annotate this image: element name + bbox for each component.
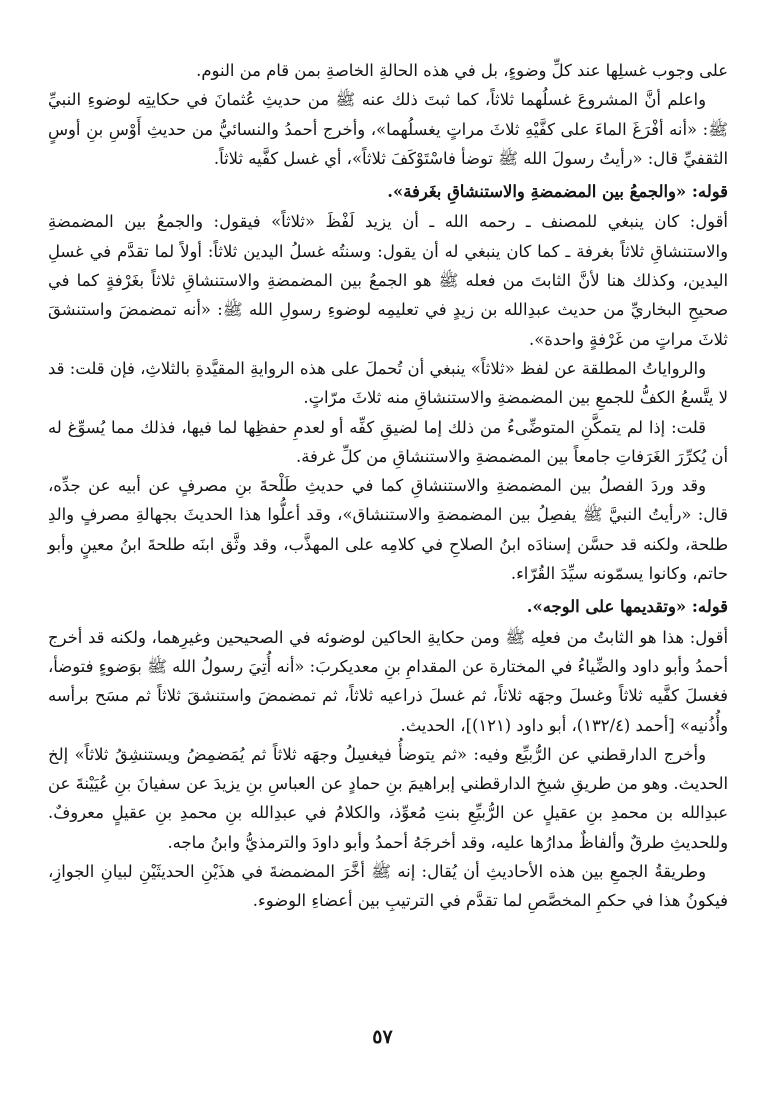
paragraph-8: وأخرج الدارقطني عن الرُّبيِّع وفيه: «ثم يتوضأُ فيغسِلُ وجهَه ثلاثاً ثم يُمَضمِضُ ويستنشِقُ ثلاثاً» إلخ الحديث. وهو من طريقِ شيخِ الدارقطني إبراهيمَ بنِ حمادٍ عن العباسِ بنِ يزيدَ عن سفيانَ بنِ عُيَيْنةَ عن عبدِالله بن محمدِ بنِ عقيلٍ عن الرُّبيِّعِ بنتِ مُعوِّذ، والكلامُ في عبدِالله بنِ محمدِ بنِ عقيلٍ معروفٌ. وللحديثِ طرقٌ وألفاظٌ مدارُها عليه، وقد أخرجَهُ أحمدُ وأبو داودَ والترمذيُّ وابنُ ماجه. (48, 744, 728, 852)
paragraph-6: وقد وردَ الفصلُ بين المضمضةِ والاستنشاقِ كما في حديثِ طَلْحةَ بنِ مصرفٍ عن أبيه عن جدِّه، قال: «رأيتُ النبيَّ ﷺ يفصِلُ بين المضمضةِ والاستنشاق»، وقد أعلُّوا هذا الحديثَ بجهالةِ مصرفٍ والدِ طلحة، ولكنه قد حسَّن إسنادَه ابنُ الصلاحِ في كلامِه على المهذَّب، وقد وثَّق ابنَه طلحةَ ابنُ معينٍ وأبو حاتم، وكانوا يسمّونه سيِّدَ القُرّاء. (48, 476, 728, 584)
page-body (48, 56, 728, 916)
paragraph-4: والرواياتُ المطلقة عن لفظ «ثلاثاً» ينبغي أن تُحملَ على هذه الروايةِ المقيَّدةِ بالثلاثِ، فإن قلت: قد لا يتَّسعُ الكفُّ للجمعِ بين المضمضةِ والاستنشاقِ منه ثلاثَ مرّاتٍ. (48, 358, 728, 408)
paragraph-5: قلت: إذا لم يتمكَّنِ المتوضِّىءُ من ذلك إما لضيقِ كفِّه أو لعدمِ حفظِها لما فيها، فذلك مما يُسوِّغ له أن يُكرِّرَ الغَرَفاتِ جامعاً بين المضمضةِ والاستنشاقِ من كلِّ غرفة. (48, 417, 728, 466)
paragraph-7: أقول: هذا هو الثابتُ من فعلِه ﷺ ومن حكايةِ الحاكين لوضوئه في الصحيحين وغيرِهما، ولكنه قد أخرج أحمدُ وأبو داود والضِّياءُ في المختارة عن المقدامِ بنِ معديكربَ: «أنه أُتِيَ رسولُ الله ﷺ بوَضوءٍ فتوضأ، فغسلَ كفَّيه ثلاثاً وغسلَ وجهَه ثلاثاً، ثم غسلَ ذراعيه ثلاثاً، ثم تمضمضَ واستنشقَ ثلاثاً ثم مسَح برأسه وأُذُنيه» [أحمد (١٣٢/٤)، أبو داود (١٢١)]، الحديث. (48, 627, 728, 735)
paragraph-2: واعلم أنَّ المشروعَ غسلُهما ثلاثاً، كما ثبتَ ذلك عنه ﷺ من حديثِ عُثمانَ في حكايتِه لوضوءِ النبيِّ ﷺ: «أنه أفْرَغَ الماءَ على كفَّيْهِ ثلاثَ مراتٍ يغسلُهما»، وأخرج أحمدُ والنسائيُّ من حديثِ أَوْسِ بنِ أوسٍ الثقفيِّ قال: «رأيتُ رسولَ الله ﷺ توضأ فاسْتَوْكَفَ ثلاثاً»، أي غسل كفَّيه ثلاثاً. (48, 90, 728, 168)
section-heading-2: قوله: «وتقديمها على الوجه». (526, 597, 728, 617)
page-number: ٥٧ (372, 1026, 393, 1048)
paragraph-9: وطريقةُ الجمعِ بين هذه الأحاديثِ أن يُقال: إنه ﷺ أخَّرَ المضمضةَ في هذَيْنِ الحديثَيْنِ لبيانِ الجوازِ، فيكونُ هذا في حكمِ المخصَّصِ لما تقدَّم في الترتيبِ بين أعضاءِ الوضوء. (48, 862, 728, 911)
paragraph-1: على وجوب غسلِها عند كلِّ وضوءٍ، بل في هذه الحالةِ الخاصةِ بمن قام من النوم. (196, 61, 728, 80)
paragraph-3: أقول: كان ينبغي للمصنف ـ رحمه الله ـ أن يزيد لَفْظَ «ثلاثاً» فيقول: والجمعُ بين المضمضةِ والاستنشاقِ ثلاثاً بغرفة ـ كما كان ينبغي له أن يقول: وسنتُه غسلُ اليدين ثلاثاً: أولاً لما تقدَّم في غسلِ اليدين، وكذلك هنا لأنَّ الثابتَ من فعله ﷺ هو الجمعُ بين المضمضةِ والاستنشاقِ ثلاثاً بغَرْفةٍ كما في صحيحِ البخاريِّ من حديث عبدِالله بن زيدٍ في تعليمِه لوضوءِ رسولِ الله ﷺ: «أنه تمضمضَ واستنشقَ ثلاثَ مراتٍ من غَرْفةٍ واحدة». (48, 212, 728, 349)
section-heading-1: قوله: «والجمعُ بين المضمضةِ والاستنشاقِ بغَرفة». (387, 182, 728, 202)
